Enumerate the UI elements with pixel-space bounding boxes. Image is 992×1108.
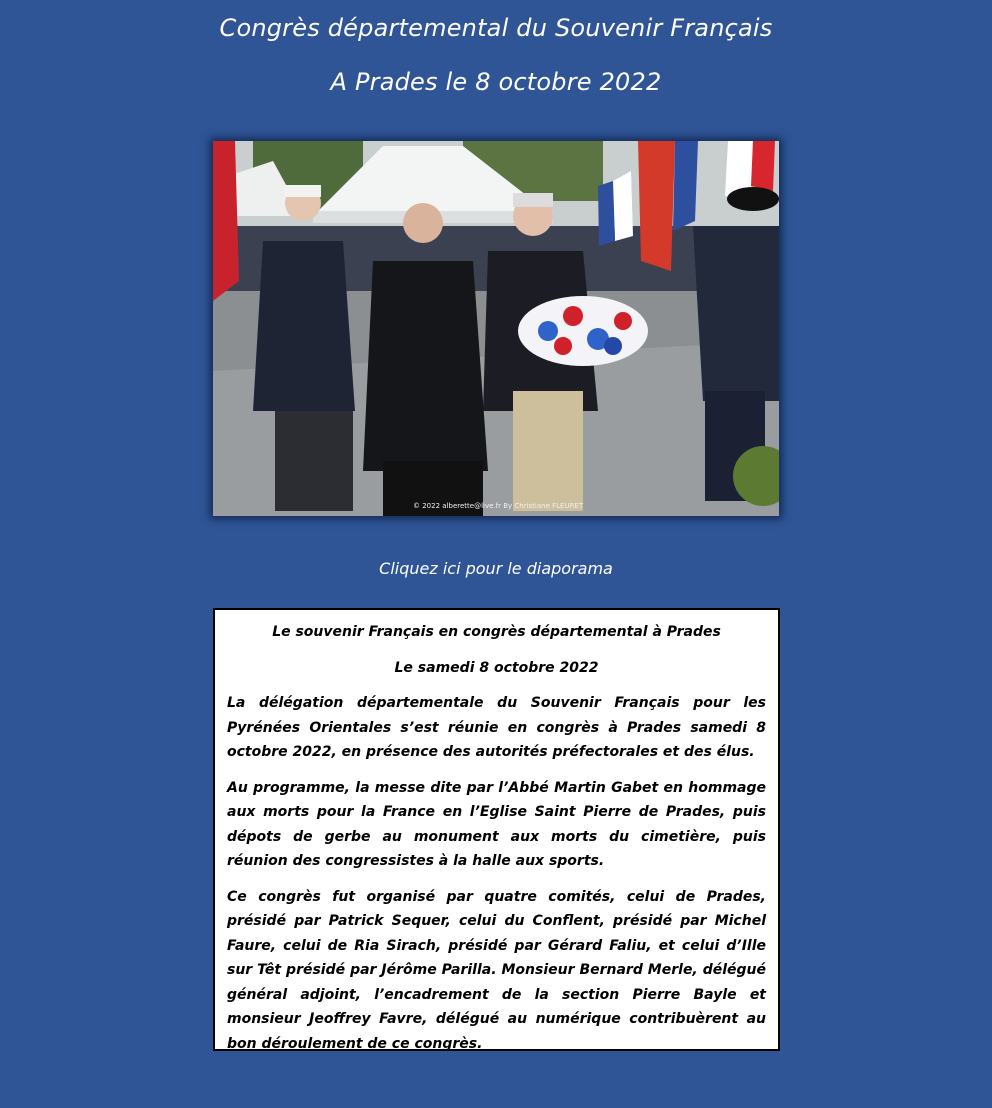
article-paragraph: Au programme, la messe dite par l’Abbé Martin Gabet en hommage aux morts pour la France en l’Eglise Saint Pierre de Prades, puis dépots de gerbe au monument aux morts du cimetière, puis réunion des congressistes à la halle aux sports. xyxy=(227,779,766,869)
page-title: Congrès départemental du Souvenir Français xyxy=(219,14,773,42)
article-paragraph: La délégation départementale du Souvenir Français pour les Pyrénées Orientales s’est réunie en congrès à Prades samedi 8 octobre 2022, en présence des autorités préfectorales et des élus. xyxy=(227,695,766,760)
ceremony-photo[interactable] xyxy=(213,141,779,516)
article-date: Le samedi 8 octobre 2022 xyxy=(394,659,599,676)
article-box xyxy=(213,608,780,1051)
article-paragraph: Ce congrès fut organisé par quatre comités, celui de Prades, présidé par Patrick Sequer, celui du Conflent, présidé par Michel Faure, celui de Ria Sirach, présidé par Gérard Faliu, et celui d’Ille sur Têt présidé par Jérôme Parilla. Monsieur Bernard Merle, délégué général adjoint, l’encadrement de la section Pierre Bayle et monsieur Jeoffrey Favre, délégué au numérique contribuèrent au bon déroulement de ce congrès. xyxy=(227,888,766,1052)
article-heading: Le souvenir Français en congrès départemental à Prades xyxy=(272,624,721,640)
page-subtitle: A Prades le 8 octobre 2022 xyxy=(330,68,662,96)
photo-credit: © 2022 alberette@live.fr By Christiane FLEURET xyxy=(413,502,584,510)
ceremony-photo-image xyxy=(213,141,779,516)
slideshow-link[interactable]: Cliquez ici pour le diaporama xyxy=(379,559,613,578)
